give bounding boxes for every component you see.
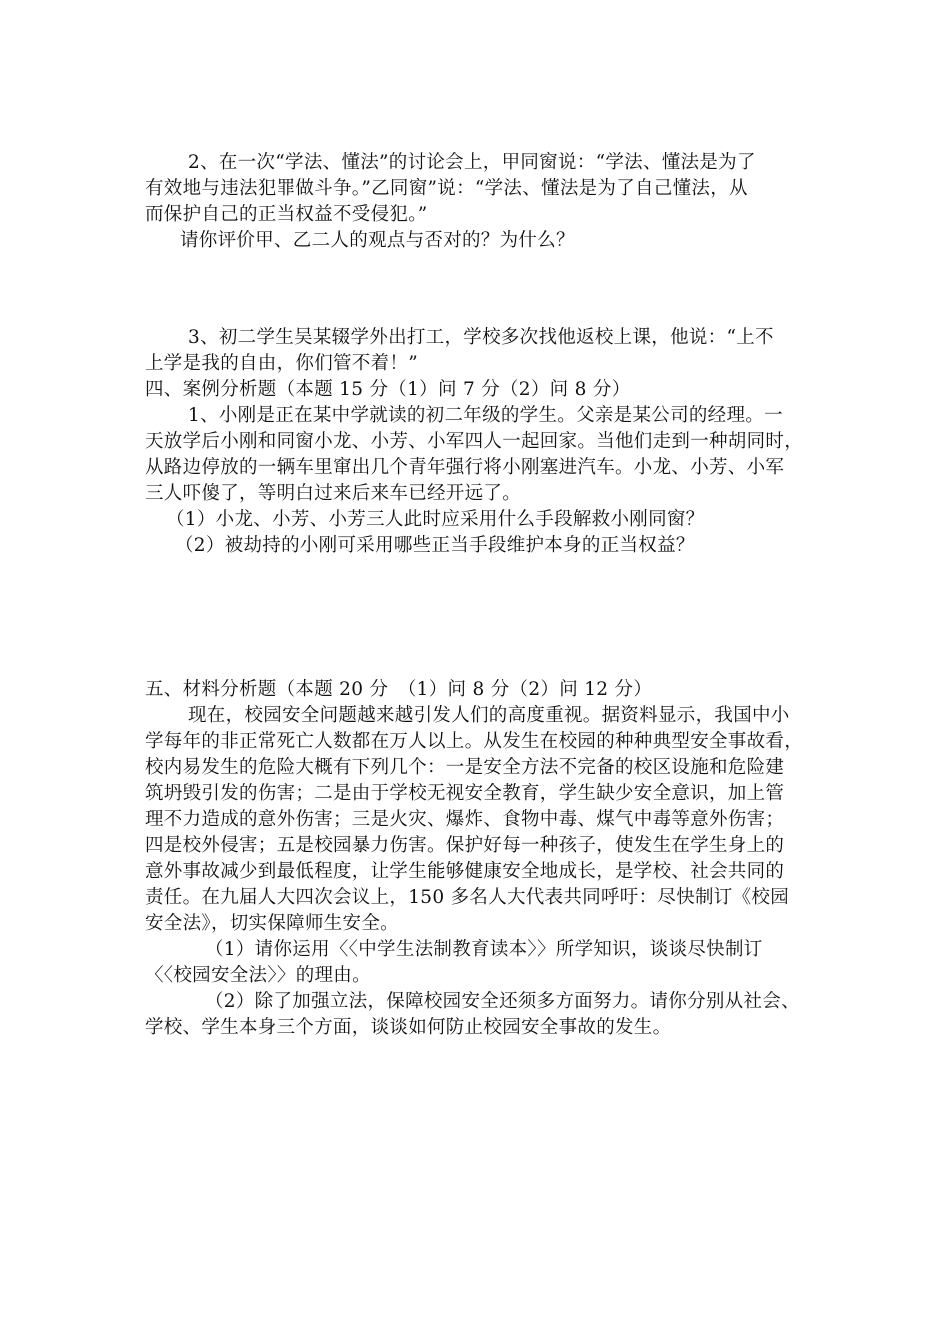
section5-line-2: 学每年的非正常死亡人数都在万人以上。从发生在校园的种种典型安全事故看， xyxy=(145,731,804,752)
section4-line-4: 三人吓傻了，等明白过来后来车已经开远了。 xyxy=(145,483,522,504)
section5-line-8: 责任。在九届人大四次会议上，150 多名人大代表共同呼吁：尽快制订《校园 xyxy=(145,887,789,908)
section4-line-2: 天放学后小刚和同窗小龙、小芳、小军四人一起回家。当他们走到一种胡同时， xyxy=(145,431,804,452)
section4-sub2: （2）被劫持的小刚可采用哪些正当手段维护本身的正当权益？ xyxy=(175,535,695,556)
section5-line-7: 意外事故减少到最低程度，让学生能够健康安全地成长，是学校、社会共同的 xyxy=(145,861,785,882)
q3-line-1: 3、初二学生吴某辍学外出打工，学校多次找他返校上课，他说：“上不 xyxy=(188,327,774,348)
section5-line-5: 理不力造成的意外伤害；三是火灾、爆炸、食物中毒、煤气中毒等意外伤害； xyxy=(145,809,785,830)
section5-sub2-line-2: 学校、学生本身三个方面，谈谈如何防止校园安全事故的发生。 xyxy=(145,1017,672,1038)
q2-line-1: 2、在一次“学法、懂法”的讨论会上，甲同窗说：“学法、懂法是为了 xyxy=(188,152,756,173)
section5-line-1: 现在，校园安全问题越来越引发人们的高度重视。据资料显示，我国中小 xyxy=(188,705,790,726)
section5-line-9: 安全法》，切实保障师生安全。 xyxy=(145,913,399,934)
section5-line-4: 筑坍毁引发的伤害；二是由于学校无视安全教育，学生缺少安全意识，加上管 xyxy=(145,783,785,804)
q2-question: 请你评价甲、乙二人的观点与否对的？为什么？ xyxy=(180,230,575,251)
section4-sub1: （1）小龙、小芳、小芳三人此时应采用什么手段解救小刚同窗？ xyxy=(166,509,705,530)
section5-sub2-line-1: （2）除了加强立法，保障校园安全还须多方面努力。请你分别从社会、 xyxy=(205,991,800,1012)
section4-heading: 四、案例分析题（本题 15 分（1）问 7 分（2）问 8 分） xyxy=(145,379,631,400)
section4-line-3: 从路边停放的一辆车里窜出几个青年强行将小刚塞进汽车。小龙、小芳、小军 xyxy=(145,457,785,478)
q2-line-3: 而保护自己的正当权益不受侵犯。” xyxy=(145,204,428,225)
section5-sub1-line-2: 〈〈校园安全法〉〉的理由。 xyxy=(145,965,371,986)
section5-line-3: 校内易发生的危险大概有下列几个：一是安全方法不完备的校区设施和危险建 xyxy=(145,757,785,778)
section5-line-6: 四是校外侵害；五是校园暴力伤害。保护好每一种孩子，使发生在学生身上的 xyxy=(145,835,785,856)
section4-line-1: 1、小刚是正在某中学就读的初二年级的学生。父亲是某公司的经理。一 xyxy=(188,405,783,426)
section5-sub1-line-1: （1）请你运用〈〈中学生法制教育读本〉〉所学知识，谈谈尽快制订 xyxy=(205,939,763,960)
q3-line-2: 上学是我的自由，你们管不着！” xyxy=(145,353,418,374)
section5-heading: 五、材料分析题（本题 20 分 （1）问 8 分（2）问 12 分） xyxy=(145,679,653,700)
q2-line-2: 有效地与违法犯罪做斗争。”乙同窗”说：“学法、懂法是为了自己懂法，从 xyxy=(145,178,748,199)
